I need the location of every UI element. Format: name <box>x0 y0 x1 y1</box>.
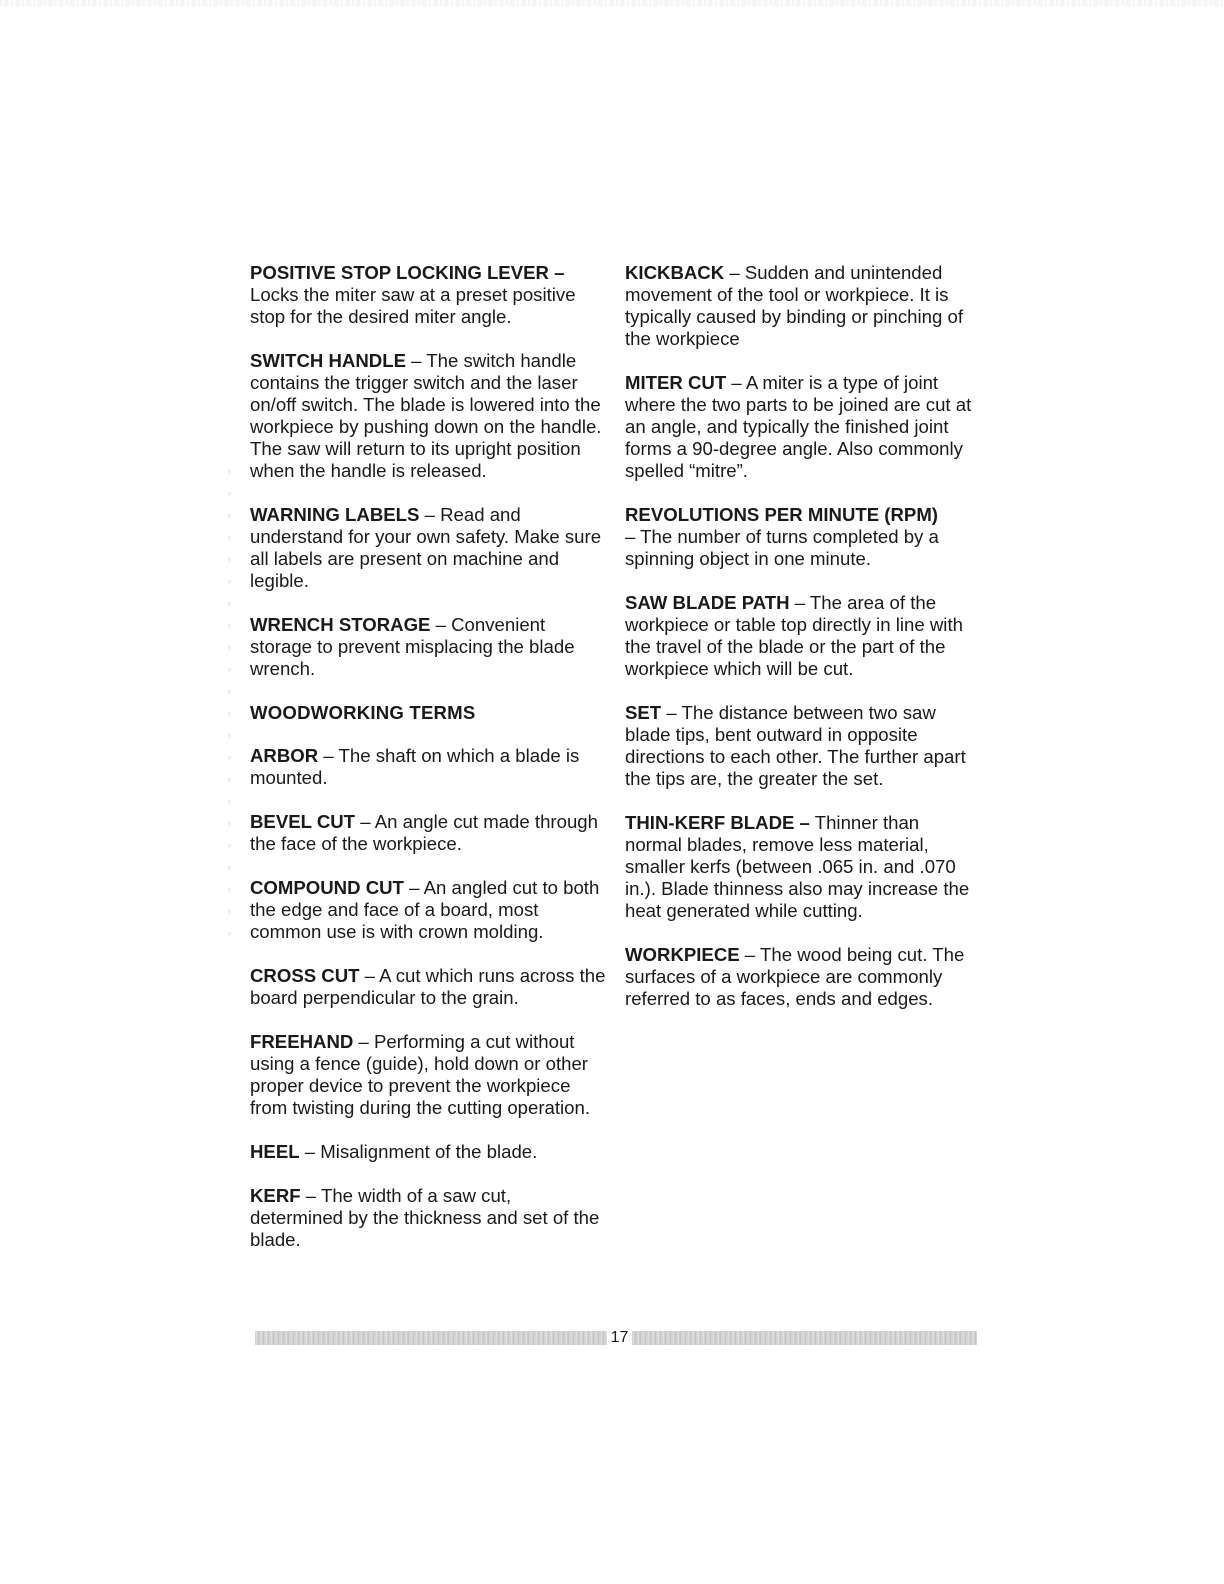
entry-term: BEVEL CUT <box>250 811 356 832</box>
entry-definition: – Read and understand for your own safety. Make sure all labels are present on machine and legible. <box>250 504 602 591</box>
entry-term: SAW BLADE PATH <box>625 592 790 613</box>
entry-definition: – A miter is a type of joint where the two parts to be joined are cut at an angle, and typically the finished joint forms a 90-degree angle. Also commonly spelled “mitre”. <box>625 372 972 481</box>
entry-term: COMPOUND CUT <box>250 877 404 898</box>
glossary-entry-warning-labels <box>250 504 606 592</box>
entry-definition: – An angle cut made through the face of the workpiece. <box>250 811 598 854</box>
glossary-entry-wrench-storage <box>250 614 606 680</box>
footer-bar-right <box>632 1331 977 1345</box>
entry-term: ARBOR <box>250 745 319 766</box>
scan-artifact-left <box>228 470 231 940</box>
entry-term: KICKBACK <box>625 262 725 283</box>
glossary-entry-thin-kerf <box>625 812 975 922</box>
glossary-entry-bevel-cut <box>250 811 606 855</box>
glossary-entry-positive-stop <box>250 262 606 328</box>
glossary-entry-set <box>625 702 975 790</box>
entry-term: REVOLUTIONS PER MINUTE (RPM) <box>625 504 938 525</box>
entry-definition: – Convenient storage to prevent misplacing the blade wrench. <box>250 614 575 679</box>
glossary-entry-arbor <box>250 745 606 789</box>
scan-artifact-top <box>0 0 1224 6</box>
entry-definition: – The wood being cut. The surfaces of a workpiece are commonly referred to as faces, ends and edges. <box>625 944 965 1009</box>
entry-definition: – The width of a saw cut, determined by the thickness and set of the blade. <box>250 1185 600 1250</box>
glossary-entry-kickback <box>625 262 975 350</box>
footer-bar-left <box>255 1331 607 1345</box>
glossary-entry-switch-handle <box>250 350 606 482</box>
entry-term: FREEHAND <box>250 1031 354 1052</box>
page-number: 17 <box>610 1329 629 1346</box>
entry-definition: Thinner than normal blades, remove less material, smaller kerfs (between .065 in. and .070 in.). Blade thinness also may increase the heat generated while cutting. <box>625 812 970 921</box>
left-column <box>250 262 606 1273</box>
glossary-entry-heel <box>250 1141 606 1163</box>
entry-definition: – The area of the workpiece or table top directly in line with the travel of the blade or the part of the workpiece which will be cut. <box>625 592 963 679</box>
entry-definition: – The distance between two saw blade tips, bent outward in opposite directions to each other. The further apart the tips are, the greater the set. <box>625 702 966 789</box>
section-heading: WOODWORKING TERMS <box>250 702 476 723</box>
entry-definition: – The shaft on which a blade is mounted. <box>250 745 580 788</box>
glossary-entry-saw-blade-path <box>625 592 975 680</box>
entry-definition: – An angled cut to both the edge and face of a board, most common use is with crown molding. <box>250 877 600 942</box>
entry-term: SET <box>625 702 662 723</box>
entry-term: WARNING LABELS <box>250 504 420 525</box>
glossary-entry-cross-cut <box>250 965 606 1009</box>
entry-term: KERF <box>250 1185 301 1206</box>
entry-term: MITER CUT <box>625 372 727 393</box>
entry-term: CROSS CUT <box>250 965 360 986</box>
entry-definition: – Sudden and unintended movement of the tool or workpiece. It is typically caused by binding or pinching of the workpiece <box>625 262 963 349</box>
glossary-entry-freehand <box>250 1031 606 1119</box>
page-footer <box>255 1331 977 1345</box>
entry-term: SWITCH HANDLE <box>250 350 406 371</box>
glossary-entry-workpiece <box>625 944 975 1010</box>
entry-definition: – The number of turns completed by a spinning object in one minute. <box>625 526 939 569</box>
right-column <box>625 262 975 1032</box>
glossary-entry-kerf <box>250 1185 606 1251</box>
entry-term: THIN-KERF BLADE – <box>625 812 810 833</box>
glossary-entry-miter-cut <box>625 372 975 482</box>
glossary-entry-rpm <box>625 504 975 570</box>
entry-definition: – A cut which runs across the board perpendicular to the grain. <box>250 965 606 1008</box>
entry-term: POSITIVE STOP LOCKING LEVER – <box>250 262 565 283</box>
entry-definition: – The switch handle contains the trigger switch and the laser on/off switch. The blade is lowered into the workpiece by pushing down on the handle. The saw will return to its upright position when the handle is released. <box>250 350 602 481</box>
entry-definition: Locks the miter saw at a preset positive stop for the desired miter angle. <box>250 284 576 327</box>
entry-term: HEEL <box>250 1141 300 1162</box>
glossary-entry-compound-cut <box>250 877 606 943</box>
entry-term: WORKPIECE <box>625 944 740 965</box>
entry-term: WRENCH STORAGE <box>250 614 431 635</box>
entry-definition: – Performing a cut without using a fence (guide), hold down or other proper device to prevent the workpiece from twisting during the cutting operation. <box>250 1031 591 1118</box>
entry-definition: – Misalignment of the blade. <box>299 1141 538 1162</box>
